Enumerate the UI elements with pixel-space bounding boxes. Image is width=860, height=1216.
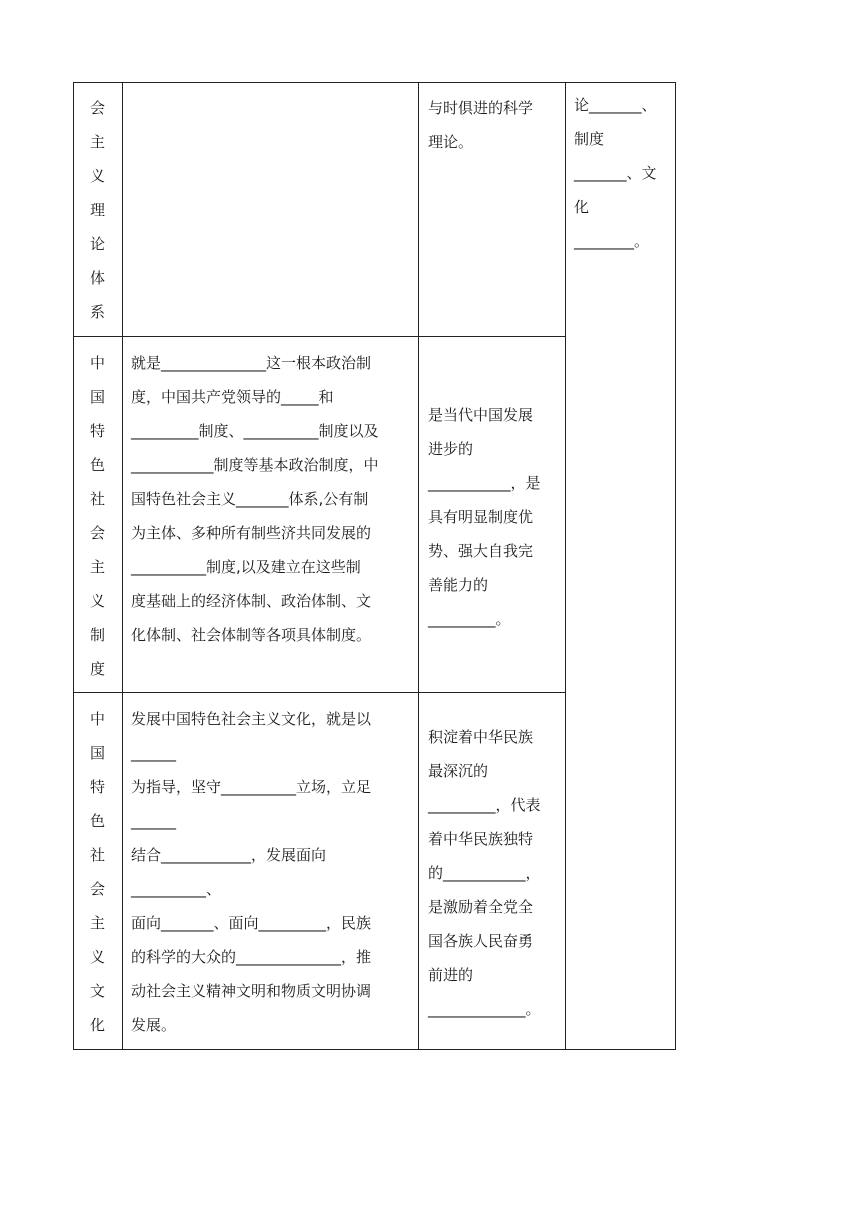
table-right-border <box>675 82 676 1050</box>
text-line: 动社会主义精神文明和物质文明协调 <box>131 982 372 1000</box>
right-col-text <box>574 88 657 258</box>
text-line: 为指导，坚守__________立场，立足 <box>131 778 372 796</box>
label-char: 体 <box>89 269 105 287</box>
text-line: _______、文 <box>574 164 657 182</box>
text-line: ______ <box>131 744 176 762</box>
text-line: 势、强大自我完 <box>428 542 534 560</box>
label-char: 制 <box>89 626 105 644</box>
text-line: 的___________， <box>428 864 541 882</box>
text-line: 前进的 <box>428 966 474 984</box>
label-char: 主 <box>89 133 105 151</box>
row2-col2-text <box>131 346 379 652</box>
label-char: 中 <box>89 710 105 728</box>
text-line: 与时俱进的科学 <box>428 99 534 117</box>
text-line: 结合____________，发展面向 <box>131 846 327 864</box>
label-char: 理 <box>89 201 105 219</box>
text-line: 理论。 <box>428 133 474 151</box>
text-line: 积淀着中华民族 <box>428 728 534 746</box>
label-char: 国 <box>89 744 105 762</box>
row3-col2-text <box>131 702 371 1042</box>
label-char: 义 <box>89 948 105 966</box>
text-line: 国各族人民奋勇 <box>428 932 534 950</box>
text-line: 就是______________这一根本政治制 <box>131 354 372 372</box>
text-line: 度，中国共产党领导的_____和 <box>131 388 334 406</box>
label-char: 社 <box>89 846 105 864</box>
text-line: ______ <box>131 812 176 830</box>
text-line: ___________制度等基本政治制度，中 <box>131 456 379 474</box>
text-line: _________。 <box>428 610 511 628</box>
label-char: 义 <box>89 167 105 185</box>
text-line: 着中华民族独特 <box>428 830 534 848</box>
text-line: 制度 <box>574 130 605 148</box>
label-char: 化 <box>89 1016 105 1034</box>
text-line: _____________。 <box>428 1000 541 1018</box>
text-line: 化体制、社会体制等各项具体制度。 <box>131 626 372 644</box>
label-char: 系 <box>89 303 105 321</box>
text-line: 发展。 <box>131 1016 177 1034</box>
col3-right-border <box>565 82 566 1050</box>
text-line: __________、 <box>131 880 222 898</box>
text-line: _________制度、__________制度以及 <box>131 422 379 440</box>
row3-col3-text <box>428 720 541 1026</box>
text-line: 面向_______、面向_________，民族 <box>131 914 372 932</box>
label-char: 会 <box>89 880 105 898</box>
label-char: 特 <box>89 422 105 440</box>
label-char: 主 <box>89 914 105 932</box>
text-line: 具有明显制度优 <box>428 508 534 526</box>
text-line: 进步的 <box>428 440 474 458</box>
row1-bottom-border <box>73 336 566 337</box>
label-char: 会 <box>89 524 105 542</box>
label-char: 义 <box>89 592 105 610</box>
label-char: 社 <box>89 490 105 508</box>
text-line: __________制度,以及建立在这些制 <box>131 558 361 576</box>
col2-right-border <box>418 82 419 1050</box>
text-line: 的科学的大众的______________，推 <box>131 948 372 966</box>
label-char: 中 <box>89 354 105 372</box>
label-char: 色 <box>89 456 105 474</box>
label-char: 色 <box>89 812 105 830</box>
row2-bottom-border <box>73 692 566 693</box>
table-top-border <box>73 82 676 83</box>
row1-col3-text <box>428 91 533 159</box>
label-char: 特 <box>89 778 105 796</box>
table-bottom-border <box>73 1049 676 1050</box>
col1-right-border <box>122 82 123 1050</box>
text-line: 是当代中国发展 <box>428 406 534 424</box>
row3-label <box>73 702 122 1042</box>
text-line: 是激励着全党全 <box>428 898 534 916</box>
row1-label <box>73 91 122 329</box>
text-line: 最深沉的 <box>428 762 489 780</box>
text-line: 国特色社会主义_______体系,公有制 <box>131 490 369 508</box>
row2-col3-text <box>428 398 541 636</box>
label-char: 会 <box>89 99 105 117</box>
label-char: 主 <box>89 558 105 576</box>
label-char: 论 <box>89 235 105 253</box>
text-line: 发展中国特色社会主义文化，就是以 <box>131 710 372 728</box>
label-char: 国 <box>89 388 105 406</box>
text-line: 为主体、多种所有制些济共同发展的 <box>131 524 372 542</box>
text-line: 论_______、 <box>574 96 657 114</box>
text-line: ________。 <box>574 232 650 250</box>
row2-label <box>73 346 122 686</box>
label-char: 度 <box>89 660 105 678</box>
text-line: 化 <box>574 198 590 216</box>
label-char: 文 <box>89 982 105 1000</box>
text-line: ___________，是 <box>428 474 541 492</box>
text-line: 度基础上的经济体制、政治体制、文 <box>131 592 372 610</box>
text-line: 善能力的 <box>428 576 489 594</box>
text-line: _________，代表 <box>428 796 541 814</box>
